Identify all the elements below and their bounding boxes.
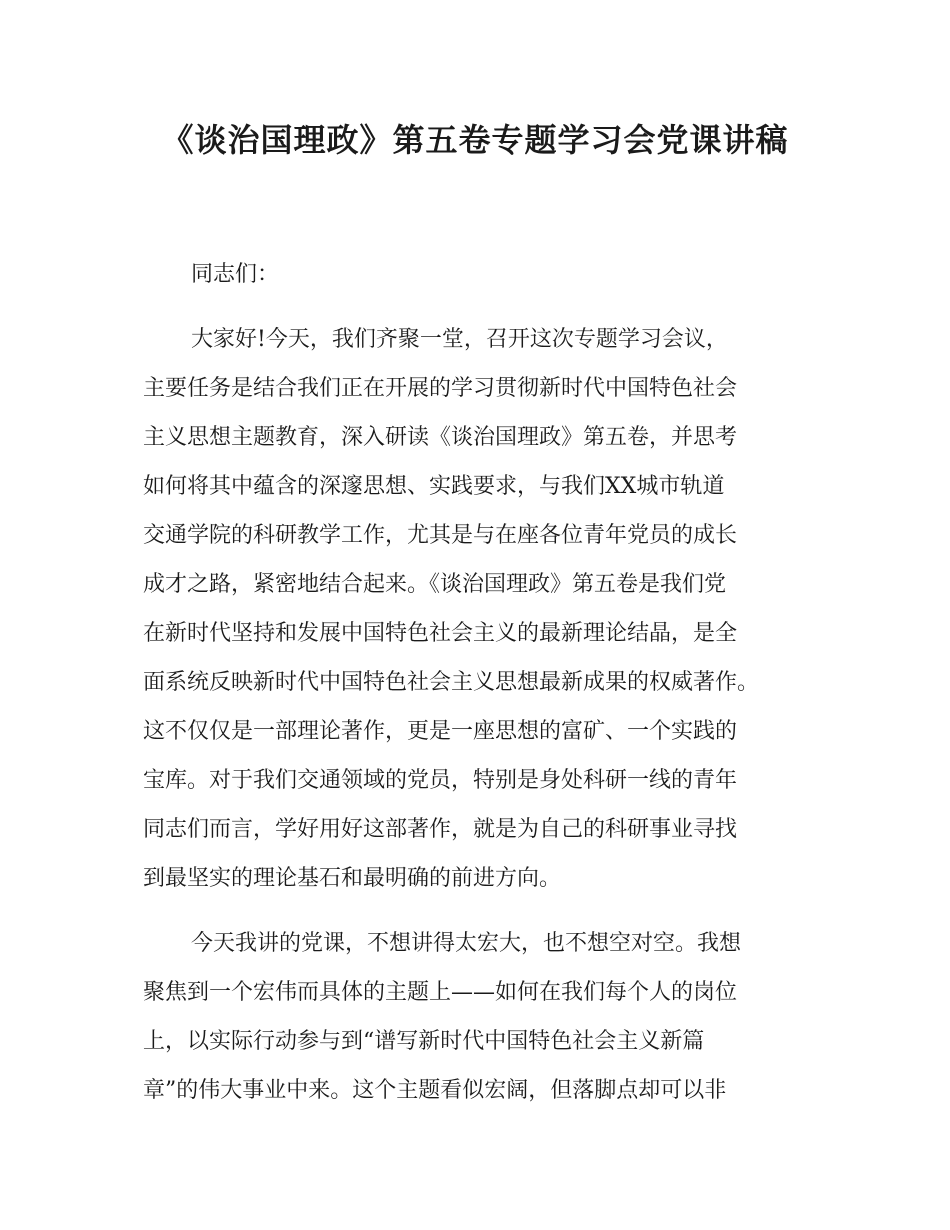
paragraph-line: 同志们而言，学好用好这部著作，就是为自己的科研事业寻找 (143, 817, 738, 842)
paragraph-line: 成才之路，紧密地结合起来。《谈治国理政》第五卷是我们党 (143, 572, 727, 597)
paragraph-line: 大家好!今天，我们齐聚一堂，召开这次专题学习会议， (191, 327, 728, 352)
paragraph-line: 今天我讲的党课，不想讲得太宏大，也不想空对空。我想 (191, 931, 742, 956)
document-title: 《谈治国理政》第五卷专题学习会党课讲稿 (161, 121, 789, 159)
paragraph-line: 聚焦到一个宏伟而具体的主题上——如何在我们每个人的岗位 (143, 980, 738, 1005)
document-body (143, 250, 823, 1115)
paragraph-line: 交通学院的科研教学工作，尤其是与在座各位青年党员的成长 (143, 523, 738, 548)
paragraph-1 (143, 315, 823, 903)
paragraph-line: 主要任务是结合我们正在开展的学习贯彻新时代中国特色社会 (143, 376, 738, 401)
salutation: 同志们： (191, 262, 280, 287)
paragraph-line: 上，以实际行动参与到“谱写新时代中国特色社会主义新篇 (143, 1029, 705, 1054)
paragraph-line: 到最坚实的理论基石和最明确的前进方向。 (143, 866, 562, 891)
paragraph-line: 主义思想主题教育，深入研读《谈治国理政》第五卷，并思考 (143, 425, 738, 450)
paragraph-line: 在新时代坚持和发展中国特色社会主义的最新理论结晶，是全 (143, 621, 738, 646)
paragraph-line: 宝库。对于我们交通领域的党员，特别是身处科研一线的青年 (143, 768, 738, 793)
paragraph-line: 这不仅仅是一部理论著作，更是一座思想的富矿、一个实践的 (143, 719, 738, 744)
paragraph-2 (143, 919, 823, 1115)
paragraph-line: 如何将其中蕴含的深邃思想、实践要求，与我们XX城市轨道 (143, 474, 725, 499)
paragraph-line: 面系统反映新时代中国特色社会主义思想最新成果的权威著作。 (143, 670, 760, 695)
paragraph-line: 章”的伟大事业中来。这个主题看似宏阔，但落脚点却可以非 (143, 1078, 727, 1103)
